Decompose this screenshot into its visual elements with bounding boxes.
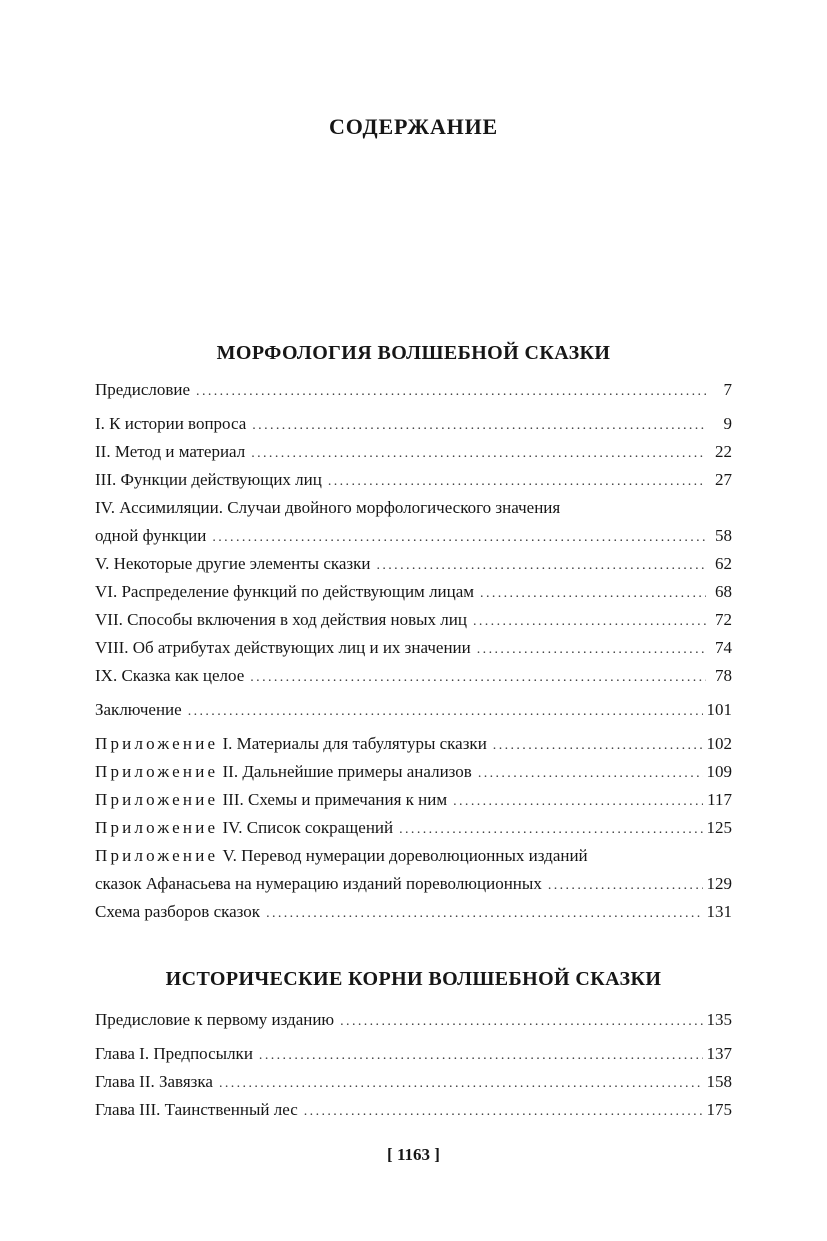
entry-page-number: 135 xyxy=(706,1010,732,1029)
entry-page-number: 158 xyxy=(706,1072,732,1091)
entry-page-number: 58 xyxy=(715,526,732,545)
toc-entry[interactable] xyxy=(95,898,732,926)
toc-list xyxy=(95,376,732,926)
dot-leader xyxy=(399,816,702,844)
dot-leader xyxy=(251,440,706,468)
dot-leader xyxy=(219,1070,703,1098)
toc-entry[interactable] xyxy=(95,634,732,662)
entry-text: III. Схемы и примечания к ним xyxy=(218,790,448,809)
page-number: [ 1163 ] xyxy=(387,1145,440,1164)
toc-entry[interactable] xyxy=(95,494,732,550)
entry-title xyxy=(95,786,447,814)
toc-entry[interactable] xyxy=(95,438,732,466)
entry-title xyxy=(95,376,190,404)
dot-leader xyxy=(548,872,703,900)
entry-page-number: 7 xyxy=(723,380,732,399)
dot-leader xyxy=(304,1098,703,1126)
entry-text: VI. Распределение функций по действующим лицам xyxy=(95,582,475,601)
dot-leader xyxy=(480,580,706,608)
entry-page-number: 62 xyxy=(715,554,732,573)
dot-leader xyxy=(453,788,703,816)
entry-text: IX. Сказка как целое xyxy=(95,666,245,685)
entry-text-continued: сказок Афанасьева на нумерацию изданий пореволюционных xyxy=(95,874,542,893)
entry-title xyxy=(95,814,393,842)
entry-page-number: 117 xyxy=(707,790,732,809)
entry-title xyxy=(95,696,182,724)
toc-entry[interactable] xyxy=(95,730,732,758)
entry-text: II. Метод и материал xyxy=(95,442,246,461)
entry-title xyxy=(95,1096,298,1124)
entry-text: II. Дальнейшие примеры анализов xyxy=(218,762,472,781)
entry-text: Глава II. Завязка xyxy=(95,1072,213,1091)
toc-list xyxy=(95,1006,732,1124)
entry-text: Предисловие к первому изданию xyxy=(95,1010,335,1029)
toc-entry[interactable] xyxy=(95,578,732,606)
entry-page-number: 102 xyxy=(706,734,732,753)
entry-title xyxy=(95,898,260,926)
entry-text: Глава III. Таинственный лес xyxy=(95,1100,298,1119)
section-title: ИСТОРИЧЕСКИЕ КОРНИ ВОЛШЕБНОЙ СКАЗКИ xyxy=(165,968,662,990)
toc-entry[interactable] xyxy=(95,376,732,404)
entry-prefix: Приложение xyxy=(95,846,219,865)
entry-text: Заключение xyxy=(95,700,182,719)
dot-leader xyxy=(259,1042,703,1070)
entry-text: VII. Способы включения в ход действия новых лиц xyxy=(95,610,467,629)
entry-prefix: Приложение xyxy=(95,762,219,781)
entry-page-number: 78 xyxy=(715,666,732,685)
dot-leader xyxy=(340,1008,702,1036)
entry-text: V. Некоторые другие элементы сказки xyxy=(95,554,371,573)
entry-title xyxy=(95,758,472,786)
dot-leader xyxy=(328,468,706,496)
entry-page-number: 131 xyxy=(706,902,732,921)
toc-entry[interactable] xyxy=(95,786,732,814)
entry-page-number: 129 xyxy=(706,874,732,893)
entry-text: I. К истории вопроса xyxy=(95,414,247,433)
entry-text: Глава I. Предпосылки xyxy=(95,1044,253,1063)
entry-page-number: 68 xyxy=(715,582,732,601)
toc-entry[interactable] xyxy=(95,662,732,690)
entry-title xyxy=(95,550,370,578)
toc-entry[interactable] xyxy=(95,814,732,842)
toc-entry[interactable] xyxy=(95,606,732,634)
entry-title xyxy=(95,494,732,522)
entry-page-number: 22 xyxy=(715,442,732,461)
dot-leader xyxy=(493,732,703,760)
entry-title xyxy=(95,1040,253,1068)
dot-leader xyxy=(196,378,706,406)
entry-title xyxy=(95,606,467,634)
entry-text: I. Материалы для табулятуры сказки xyxy=(218,734,487,753)
dot-leader xyxy=(376,552,706,580)
entry-title xyxy=(95,634,471,662)
dot-leader xyxy=(478,760,703,788)
dot-leader xyxy=(250,664,706,692)
entry-page-number: 9 xyxy=(723,414,732,433)
toc-entry[interactable] xyxy=(95,1096,732,1124)
entry-text: Схема разборов сказок xyxy=(95,902,261,921)
dot-leader xyxy=(188,698,703,726)
entry-page-number: 74 xyxy=(715,638,732,657)
dot-leader xyxy=(266,900,702,928)
entry-page-number: 125 xyxy=(706,818,732,837)
entry-prefix: Приложение xyxy=(95,818,219,837)
entry-title xyxy=(95,662,244,690)
toc-entry[interactable] xyxy=(95,1040,732,1068)
entry-page-number: 137 xyxy=(706,1044,732,1063)
dot-leader xyxy=(212,524,706,552)
toc-entry[interactable] xyxy=(95,550,732,578)
entry-title xyxy=(95,466,322,494)
dot-leader xyxy=(477,636,706,664)
section-title: МОРФОЛОГИЯ ВОЛШЕБНОЙ СКАЗКИ xyxy=(216,342,611,364)
toc-entry[interactable] xyxy=(95,696,732,724)
entry-text: IV. Ассимиляции. Случаи двойного морфологического значения xyxy=(95,498,561,517)
entry-title xyxy=(95,842,732,870)
entry-page-number: 101 xyxy=(706,700,732,719)
entry-page-number: 109 xyxy=(706,762,732,781)
entry-text: V. Перевод нумерации дореволюционных изданий xyxy=(218,846,588,865)
entry-title xyxy=(95,1006,334,1034)
dot-leader xyxy=(252,412,706,440)
entry-title xyxy=(95,410,246,438)
entry-title xyxy=(95,438,245,466)
entry-text: III. Функции действующих лиц xyxy=(95,470,322,489)
toc-entry[interactable] xyxy=(95,1006,732,1034)
entry-prefix: Приложение xyxy=(95,790,219,809)
entry-title xyxy=(95,1068,213,1096)
entry-text: VIII. Об атрибутах действующих лиц и их значении xyxy=(95,638,471,657)
toc-entry[interactable] xyxy=(95,466,732,494)
entry-text-continued: одной функции xyxy=(95,526,207,545)
entry-page-number: 72 xyxy=(715,610,732,629)
entry-title xyxy=(95,730,487,758)
entry-text: Предисловие xyxy=(95,380,191,399)
toc-entry[interactable] xyxy=(95,1068,732,1096)
toc-entry[interactable] xyxy=(95,410,732,438)
dot-leader xyxy=(473,608,706,636)
entry-prefix: Приложение xyxy=(95,734,219,753)
entry-text: IV. Список сокращений xyxy=(218,818,394,837)
entry-title xyxy=(95,578,474,606)
page-title: СОДЕРЖАНИЕ xyxy=(329,114,498,139)
toc-entry[interactable] xyxy=(95,758,732,786)
entry-page-number: 27 xyxy=(715,470,732,489)
toc-entry[interactable] xyxy=(95,842,732,898)
entry-page-number: 175 xyxy=(706,1100,732,1119)
